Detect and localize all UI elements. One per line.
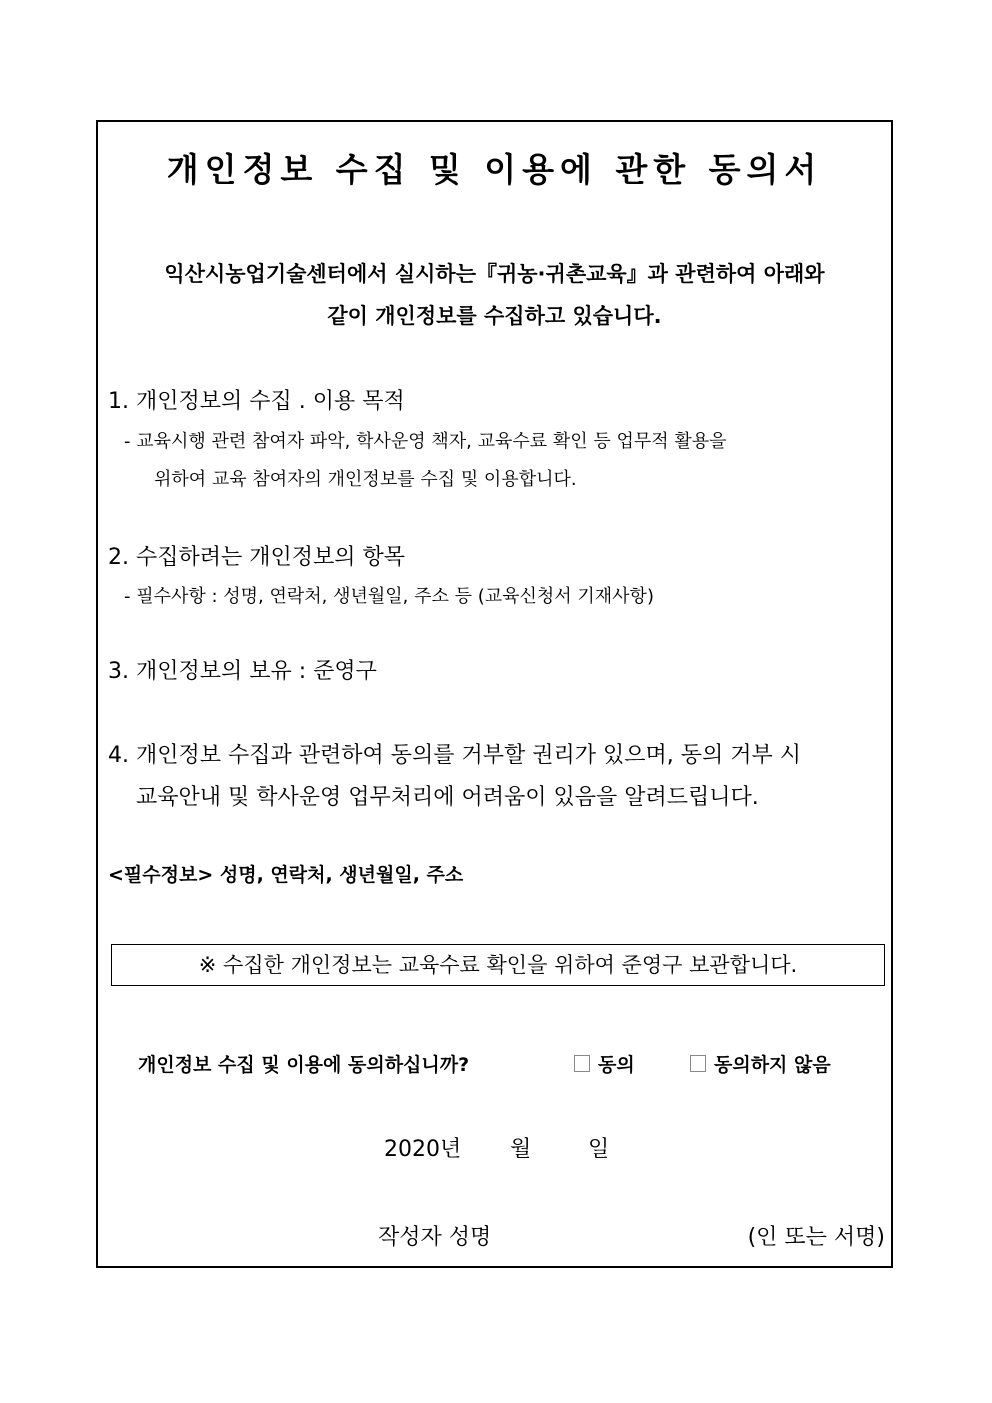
intro-line-1: 익산시농업기술센터에서 실시하는『귀농·귀촌교육』과 관련하여 아래와 bbox=[164, 262, 825, 286]
signature-label: 작성자 성명 bbox=[378, 1225, 492, 1250]
date-year: 2020년 bbox=[384, 1137, 462, 1162]
disagree-label: 동의하지 않음 bbox=[714, 1054, 831, 1076]
section-1-line-1: - 교육시행 관련 참여자 파악, 학사운영 책자, 교육수료 확인 등 업무적 활용을 bbox=[124, 431, 727, 452]
consent-question: 개인정보 수집 및 이용에 동의하십니까? bbox=[138, 1054, 470, 1076]
retention-note: ※ 수집한 개인정보는 교육수료 확인을 위하여 준영구 보관합니다. bbox=[111, 944, 885, 986]
consent-form bbox=[96, 120, 893, 1268]
date-month: 월 bbox=[510, 1137, 532, 1162]
page-title: 개인정보 수집 및 이용에 관한 동의서 bbox=[166, 150, 823, 189]
agree-label: 동의 bbox=[598, 1054, 635, 1076]
agree-option[interactable] bbox=[574, 1050, 635, 1077]
disagree-option[interactable] bbox=[690, 1050, 831, 1077]
required-info: <필수정보> 성명, 연락처, 생년월일, 주소 bbox=[108, 864, 464, 886]
section-4-line-1: 교육안내 및 학사운영 업무처리에 어려움이 있음을 알려드립니다. bbox=[136, 785, 759, 810]
section-1-line-2: 위하여 교육 참여자의 개인정보를 수집 및 이용합니다. bbox=[154, 469, 577, 490]
section-2-line-1: - 필수사항 : 성명, 연락처, 생년월일, 주소 등 (교육신청서 기재사항) bbox=[124, 586, 654, 607]
section-3-heading: 3. 개인정보의 보유 : 준영구 bbox=[108, 659, 377, 684]
signature-hint: (인 또는 서명) bbox=[747, 1225, 885, 1250]
agree-checkbox[interactable] bbox=[574, 1055, 590, 1072]
disagree-checkbox[interactable] bbox=[690, 1055, 706, 1072]
section-4-heading: 4. 개인정보 수집과 관련하여 동의를 거부할 권리가 있으며, 동의 거부 시 bbox=[108, 743, 801, 768]
intro-line-2: 같이 개인정보를 수집하고 있습니다. bbox=[327, 304, 662, 328]
section-2-heading: 2. 수집하려는 개인정보의 항목 bbox=[108, 545, 405, 570]
section-1-heading: 1. 개인정보의 수집 . 이용 목적 bbox=[108, 389, 405, 414]
date-day: 일 bbox=[588, 1137, 610, 1162]
